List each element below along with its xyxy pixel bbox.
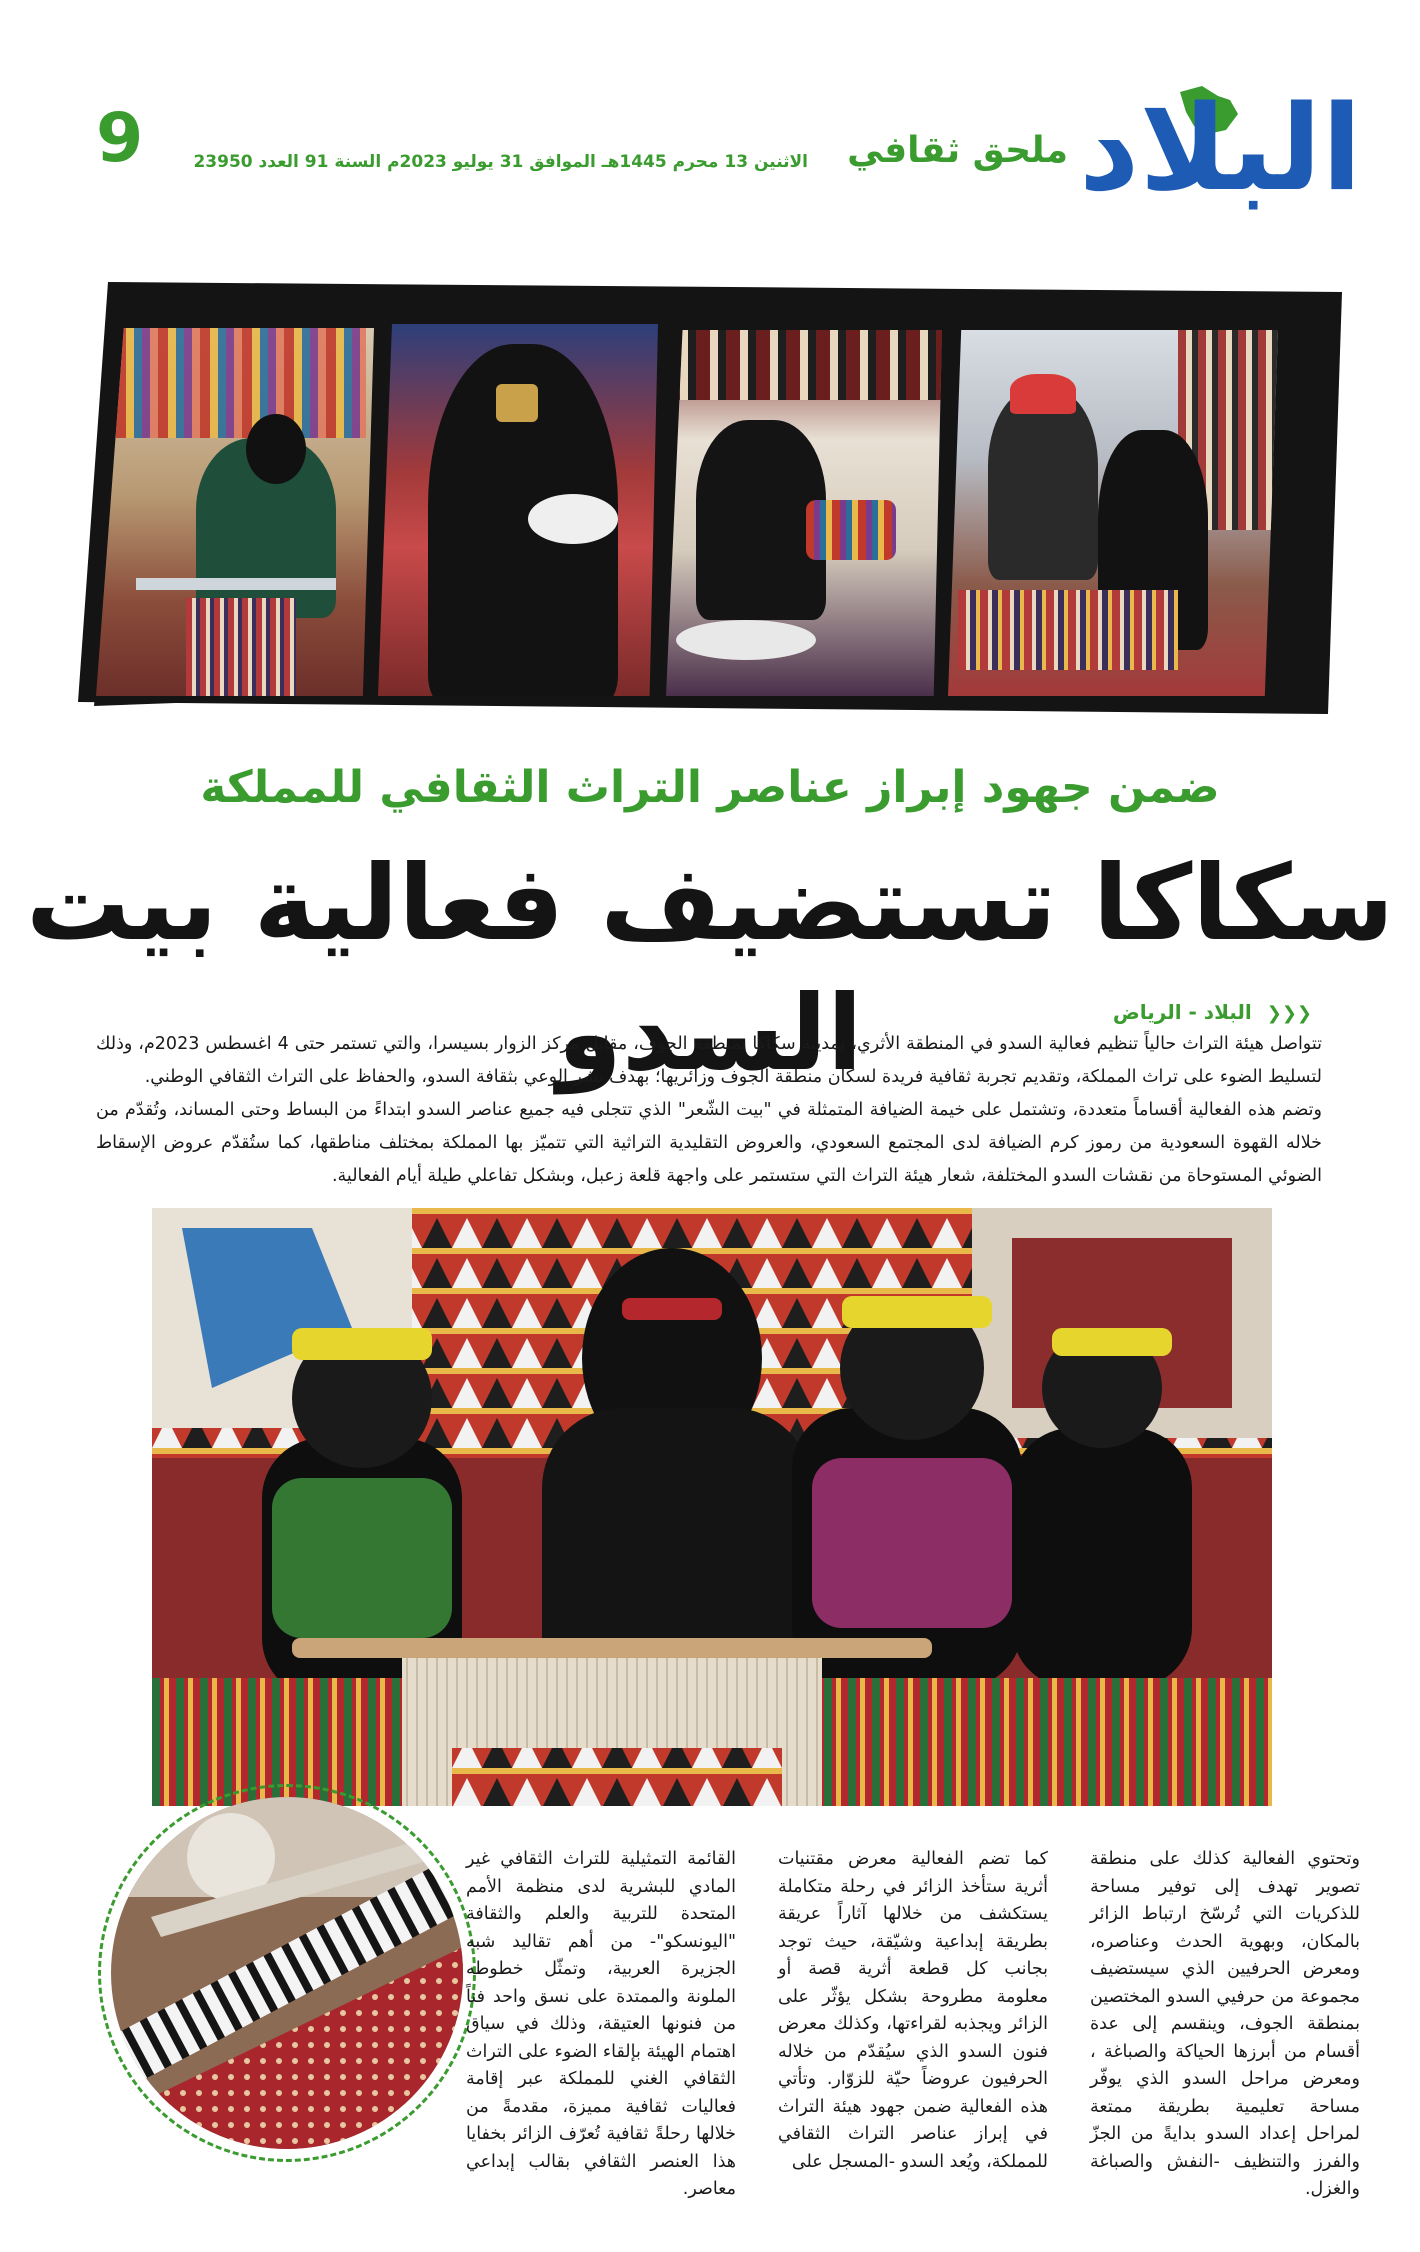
article-lead <box>96 1028 1322 1193</box>
newspaper-logo <box>1078 79 1362 217</box>
lead-paragraph: تتواصل هيئة التراث حالياً تنظيم فعالية السدو في المنطقة الأثري، بمدينة سكاكا بمنطقة الجوف، مقابل مركز الزوار بسيسرا، والتي تستمر حتى 4 اغسطس 2023م، وذلك لتسليط الضوء على تراث المملكة، وتقديم تجربة ثقافية فريدة لسكان منطقة الجوف وزائريها؛ بهدف نشر الوعي بثقافة السدو، والحفاظ على التراث الثقافي الوطني. <box>96 1034 1322 1087</box>
supplement-title: ملحق ثقافي <box>847 130 1068 171</box>
byline-text: البلاد - الرياض <box>1112 1000 1252 1024</box>
strip-photo-spinner <box>378 324 658 696</box>
article-column-1: وتحتوي الفعالية كذلك على منطقة تصوير تهدف إلى توفير مساحة للذكريات التي تُرسّخ ارتباط الزائر بالمكان، وبهوية الحدث وعناصره، ومعرض الحرفيين الذي سيستضيف مجموعة من حرفيي السدو المختصين بمنطقة الجوف، وينقسم إلى عدة أقسام من أبرزها الحياكة والصباغة ، ومعرض مراحل السدو الذي يوفّر مساحة تعليمية بطريقة ممتعة لمراحل إعداد السدو بدايةً من الجزّ والفرز والتنظيف -النفش والصباغة والغزل. <box>1090 1849 1360 2199</box>
lead-paragraph: وتضم هذه الفعالية أقساماً متعددة، وتشتمل على خيمة الضيافة المتمثلة في "بيت الشّعر" الذي تتجلى فيه جميع عناصر السدو ابتداءً من البساط وحتى المساند، وتُقدّم من خلاله القهوة السعودية من رموز كرم الضيافة لدى المجتمع السعودي، والعروض التقليدية التراثية التي تتميّز بها المملكة بمختلف مناطقها، كما ستُقدّم عروض الإسقاط الضوئي المستوحاة من نقشات السدو المختلفة، شعار هيئة التراث التي ستستمر على واجهة قلعة زعبل، وبشكل تفاعلي طيلة أيام الفعالية. <box>96 1100 1322 1186</box>
article-headline: سكاكا تستضيف فعالية بيت السدو <box>25 842 1395 1094</box>
byline-arrows-icon: ❮❮❮ <box>1266 1003 1312 1024</box>
loom-closeup-art <box>111 1797 463 2149</box>
article-column-2: كما تضم الفعالية معرض مقتنيات أثرية ستأخذ الزائر في رحلة متكاملة يستكشف من خلالها آثاراً عريقة بطريقة إبداعية وشيّقة، حيث توجد بجانب كل قطعة أثرية قصة أو معلومة مطروحة بشكل يؤثّر على الزائر ويجذبه لقراءتها، وكذلك معرض فنون السدو الذي سيُقدّم من خلاله الحرفيون عروضاً حيّة للزوّار. وتأتي هذه الفعالية ضمن جهود هيئة التراث في إبراز عناصر التراث الثقافي للمملكة، ويُعد السدو -المسجل على <box>778 1849 1048 2172</box>
page-number: 9 <box>96 99 144 178</box>
main-photo-art <box>152 1208 1272 1806</box>
loom-closeup-photo <box>111 1797 463 2149</box>
logo-wordmark: البلاد <box>1078 79 1362 217</box>
byline <box>1113 1000 1312 1024</box>
strip-photo-loom-pair <box>948 330 1278 696</box>
main-photo-girls-weaving <box>152 1208 1272 1806</box>
article-kicker: ضمن جهود إبراز عناصر التراث الثقافي للمملكة <box>200 762 1220 813</box>
issue-dateline: الاثنين 13 محرم 1445هـ الموافق 31 يوليو 2023م السنة 91 العدد 23950 <box>193 152 808 172</box>
photo-strip <box>78 282 1342 714</box>
strip-photo-weaver-green <box>96 328 374 696</box>
loom-closeup-photo-frame <box>98 1784 476 2162</box>
article-column-3: القائمة التمثيلية للتراث الثقافي غير المادي للبشرية لدى منظمة الأمم المتحدة للتربية والعلم والثقافة "اليونسكو"- من أهم تقاليد شبه الجزيرة العربية، وتمثّل خطوطه الملونة والممتدة على نسق واحد فناً من فنونها العتيقة، وذلك في سياق اهتمام الهيئة بإلقاء الضوء على التراث الثقافي الغني للمملكة عبر إقامة فعاليات ثقافية مميزة، مقدمةً من خلالها رحلةً ثقافية تُعرّف الزائر بخفايا هذا العنصر الثقافي بقالب إبداعي معاصر. <box>466 1849 736 2199</box>
strip-photo-tassels <box>666 330 942 696</box>
